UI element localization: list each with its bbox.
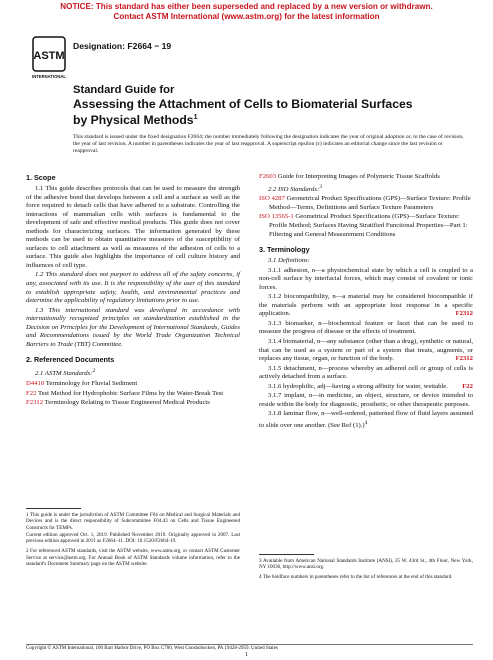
scope-heading: 1. Scope — [26, 173, 56, 182]
astm-logo-icon — [32, 36, 66, 80]
svg-text:INTERNATIONAL: INTERNATIONAL — [32, 74, 66, 79]
definition-implant: 3.1.7 implant, n—in medicine, an object, structure, or device intended to reside within the body for diagnostic, prosthetic, or other therapeutic purposes. — [259, 392, 473, 408]
referenced-documents-heading: 2. Referenced Documents — [26, 355, 115, 365]
definition-source-f2312[interactable]: F2312 — [455, 310, 473, 318]
reference-iso-13565-1: ISO 13565-1 Geometrical Product Specifications (GPS)—Surface Texture: Profile Method; Surfaces Having Stratified Functional Properties—Part 1: Filtering and General Measurement Conditions — [259, 213, 468, 238]
reference-f22: F22 Test Method for Hydrophobic Surface Films by the Water-Break Test — [26, 389, 224, 397]
copyright-footer: Copyright © ASTM International, 100 Barr Harbor Drive, PO Box C700, West Conshohocken, PA 19428-2959. United States — [26, 644, 473, 651]
reference-f2603: F2603 Guide for Interpreting Images of Polymeric Tissue Scaffolds — [259, 173, 440, 180]
definition-detachment: 3.1.5 detachment, n—process whereby an adhered cell or group of cells is actively detached from a surface. — [259, 364, 473, 381]
astm-standards-label: 2.1 ASTM Standards: — [35, 370, 93, 378]
definition-biomarker: 3.1.3 biomarker, n—biochemical feature or facet that can be used to measure the progress of disease or the effects of treatment. — [259, 319, 473, 336]
footnote-3: 3 Available from American National Standards Institute (ANSI), 25 W. 43rd St., 4th Floor, New York, NY 10036, http://www.ansi.org. — [259, 558, 473, 571]
title-line-2: Assessing the Attachment of Cells to Biomaterial Surfaces — [73, 97, 413, 111]
definition-adhesion: 3.1.1 adhesion, n—a physiochemical state by which a cell is coupled to a non-cell surface by interfacial forces, which may consist of covalent or ionic forces. — [259, 266, 473, 291]
definition-laminar-flow: 3.1.8 laminar flow, n—well-ordered, patterned flow of fluid layers assumed to slide over one another. (See Ref (1).) — [259, 410, 473, 430]
iso-footnote-mark: 3 — [319, 183, 323, 190]
reference-link-f2312[interactable]: F2312 — [26, 399, 44, 407]
reference-link-iso-4287[interactable]: ISO 4287 — [259, 195, 285, 203]
reference-iso-4287: ISO 4287 Geometrical Product Specifications (GPS)—Surface Texture: Profile Method—Terms, Definitions and Surface Texture Parameters — [259, 195, 471, 211]
standard-note: This standard is issued under the fixed designation F2664; the number immediately following the designation indicates the year of original adoption or, in the case of revision, the year of last revision. A number in parentheses indicates the year of last reapproval. A superscript epsilon (ε) indicates an editorial change since the last revision or reapproval. — [73, 134, 464, 155]
reference-f2312: F2312 Terminology Relating to Tissue Engineered Medical Products — [26, 399, 210, 407]
title-line-1: Standard Guide for — [73, 84, 175, 96]
reference-link-f22[interactable]: F22 — [26, 389, 37, 397]
reference-d4410: D4410 Terminology for Fluvial Sediment — [26, 380, 138, 388]
left-column — [26, 173, 240, 409]
withdrawal-notice — [0, 2, 493, 22]
reference-link-f2603[interactable]: F2603 — [259, 173, 277, 180]
notice-line-1: NOTICE: This standard has either been superseded and replaced by a new version or withdrawn. — [60, 2, 433, 11]
terminology-heading: 3. Terminology — [259, 245, 310, 255]
footnote-2: 2 For referenced ASTM standards, visit the ASTM website, www.astm.org, or contact ASTM Customer Service at service@astm.org. For Annual Book of ASTM Standards volume information, refer to the standard's Document Summary page on the ASTM website. — [26, 548, 240, 568]
footnotes-left — [26, 512, 240, 567]
reference-link-iso-13565-1[interactable]: ISO 13565-1 — [259, 213, 294, 221]
footnote-rule-left — [26, 508, 81, 509]
notice-line-2: Contact ASTM International (www.astm.org) for the latest information — [113, 12, 380, 21]
definition-hydrophilic: 3.1.6 hydrophilic, adj—having a strong affinity for water, wettable. — [268, 382, 448, 390]
scope-1-2: 1.2 This standard does not purport to address all of the safety concerns, if any, associated with its use. It is the responsibility of the user of this standard to establish appropriate safety, health, and environmental practices and determine the applicability of regulatory limitations prior to use. — [26, 271, 240, 305]
definition-source-f2312-b[interactable]: F2312 — [455, 355, 473, 363]
definitions-label: 3.1 Definitions: — [268, 257, 310, 265]
footnote-4: 4 The boldface numbers in parentheses refer to the list of references at the end of this standard. — [259, 573, 453, 580]
footnote-1-edition: Current edition approved Oct. 1, 2019. Published November 2019. Originally approved in 2007. Last previous edition approved in 2011 as F2664–11. DOI: 10.1520/F2664-19. — [26, 531, 240, 545]
laminar-flow-footnote-mark: 4 — [364, 419, 368, 426]
page-number: 1 — [245, 652, 248, 658]
definition-source-f22[interactable]: F22 — [462, 382, 473, 390]
definition-biocompatibility: 3.1.2 biocompatibility, n—a material may be considered biocompatible if the materials perform with an appropriate host response in a specific application. — [259, 293, 473, 318]
footnotes-right — [259, 558, 473, 580]
definition-biomaterial: 3.1.4 biomaterial, n—any substance (other than a drug), synthetic or natural, that can be used as a system or part of a system that treats, augments, or replaces any tissue, organ, or function of the body. — [259, 337, 473, 363]
scope-1-3: 1.3 This international standard was developed in accordance with internationally recognized principles on standardization established in the Decision on Principles for the Development of International Standards, Guides and Recommendations issued by the World Trade Organization Technical Barriers to Trade (TBT) Committee. — [26, 306, 240, 348]
svg-text:ASTM: ASTM — [33, 50, 65, 62]
footnote-1: 1 This guide is under the jurisdiction of ASTM Committee F04 on Medical and Surgical Materials and Devices and is the direct responsibility of Subcommittee F04.43 on Cells and Tissue Engineered Constructs for TEMPs. — [26, 512, 240, 531]
astm-footnote-mark: 2 — [92, 368, 96, 375]
title-line-3: by Physical Methods — [73, 113, 194, 128]
right-column — [259, 173, 473, 432]
iso-standards-label: 2.2 ISO Standards: — [268, 185, 320, 193]
footnote-rule-right — [259, 554, 314, 555]
document-title — [73, 84, 413, 127]
reference-link-d4410[interactable]: D4410 — [26, 380, 45, 388]
title-footnote-mark: 1 — [193, 114, 198, 121]
designation: Designation: F2664 − 19 — [73, 41, 172, 51]
scope-1-1: 1.1 This guide describes protocols that can be used to measure the strength of the adhesive bond that develops between a cell and a surface as well as the force required to detach cells that have adhered to a substrate. Controlling the interactions of mammalian cells with surfaces is fundamental to the development of safe and effective medical products. This guide does not cover methods for characterizing surfaces. The information generated by these methods can be used to obtain quantitative measures of the susceptibility of surfaces to cell attachment as well as measures of the adhesion of cells to a surface. This guide also highlights the importance of cell culture history and influences of cell type. — [26, 185, 240, 269]
